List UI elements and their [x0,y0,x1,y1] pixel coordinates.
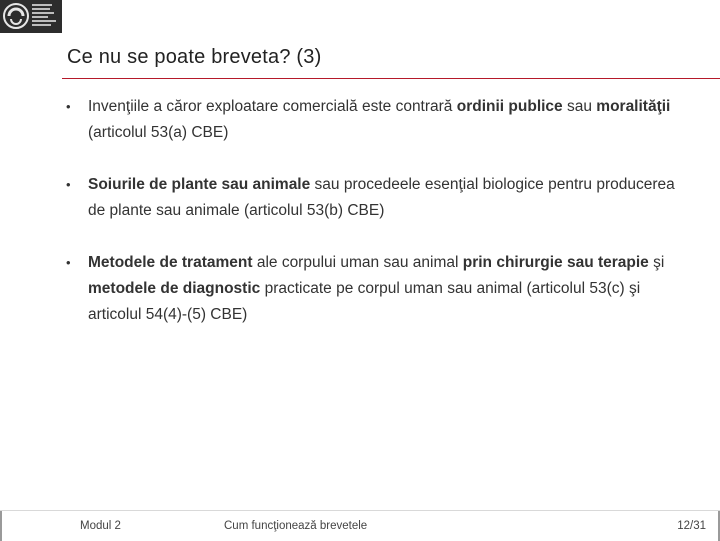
footer-module: Modul 2 [80,520,121,532]
bullet-text: sau [562,98,597,115]
title-divider [62,78,720,79]
bullet-text: ale corpului uman sau animal [252,254,463,271]
bullet-text: şi [648,254,665,271]
bullet-text: (articolul 53(a) CBE) [88,124,229,141]
bullet-text-bold: moralităţii [596,98,671,115]
footer-page-number: 12/31 [677,520,706,532]
epo-logo [0,0,62,33]
logo-wordmark [32,4,58,28]
bullet-dot-icon: • [66,177,71,192]
bullet-text-bold: Soiurile de plante sau animale [88,176,311,193]
epo-logo-icon [3,3,29,29]
bullet-item [66,94,686,146]
slide-title: Ce nu se poate breveta? (3) [67,46,322,68]
bullet-text-bold: metodele de diagnostic [88,280,261,297]
bullet-text: sau procedeele esenţial biologice pentru producerea de plante sau animale (articolul 53(b) CBE) [88,176,675,219]
footer [0,510,720,540]
bullet-text: practicate pe corpul uman sau animal (articolul 53(c) şi articolul 54(4)-(5) CBE) [88,280,641,323]
footer-edge-left [0,511,2,541]
footer-course-title: Cum funcţionează brevetele [224,520,368,532]
bullet-item [66,250,686,328]
bullet-dot-icon: • [66,255,71,270]
bullet-item [66,172,686,224]
bullet-text-bold: ordinii publice [456,98,563,115]
bullet-text-bold: prin chirurgie sau terapie [462,254,649,271]
bullet-list [66,94,686,354]
bullet-text: Invenţiile a căror exploatare comercială este contrară [88,98,457,115]
bullet-dot-icon: • [66,99,71,114]
bullet-text-bold: Metodele de tratament [88,254,253,271]
